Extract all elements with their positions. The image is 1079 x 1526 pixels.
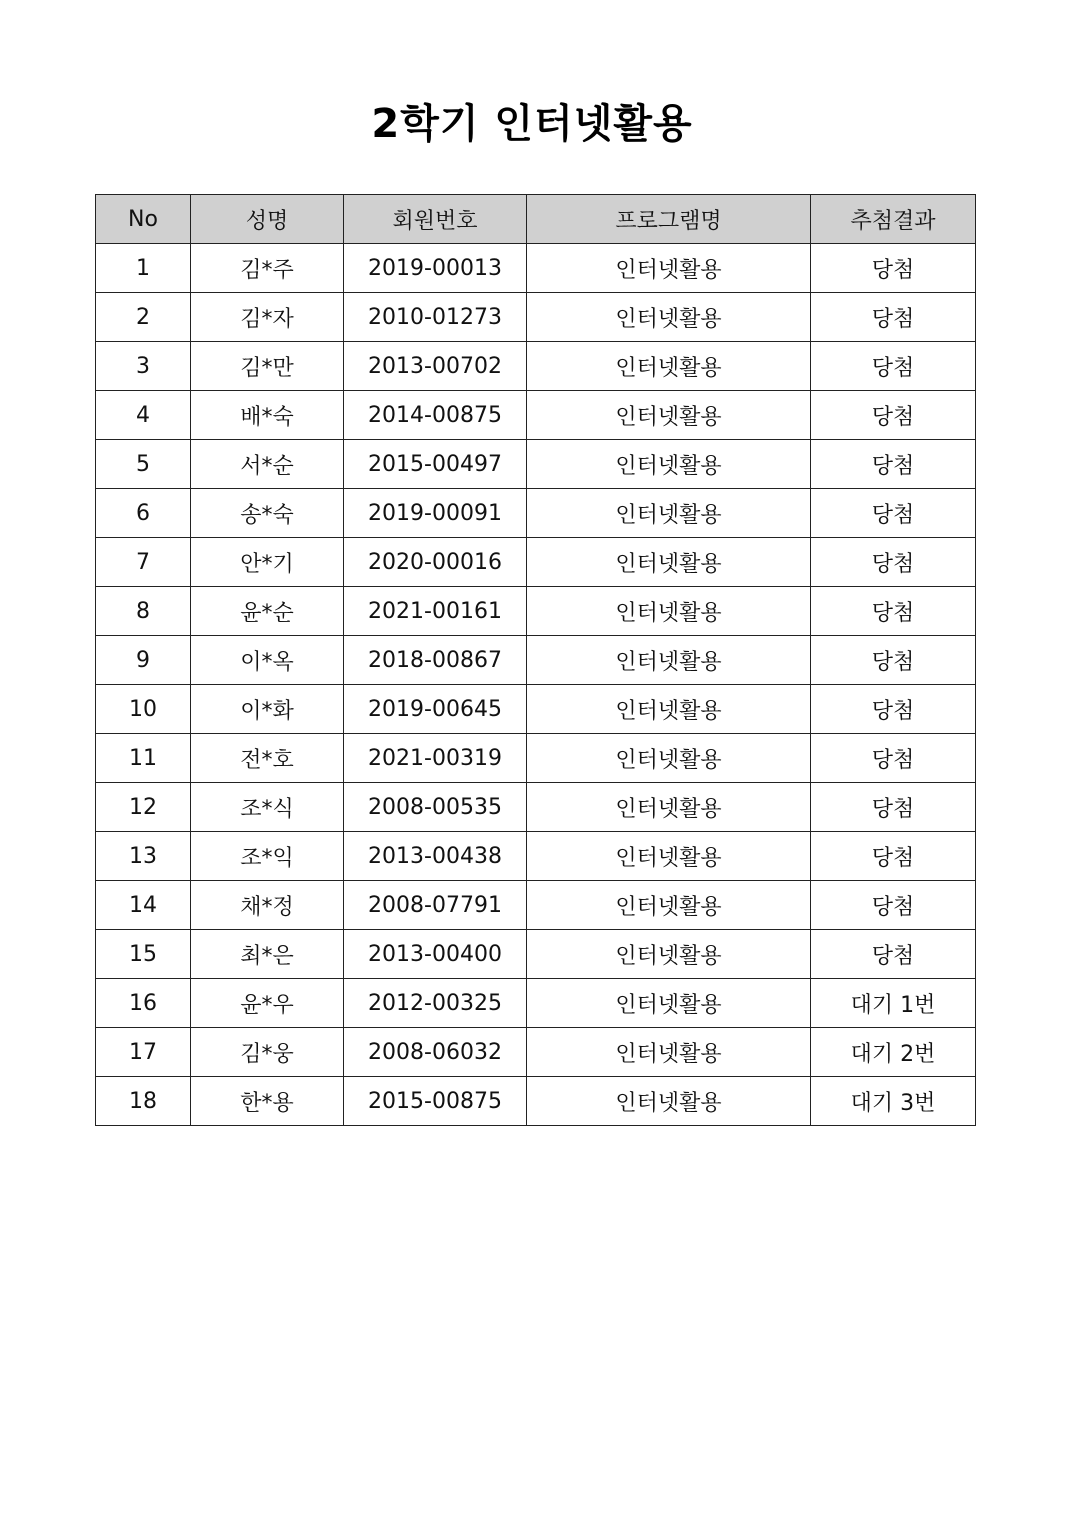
- cell-member-id: 2008-06032: [344, 1028, 527, 1077]
- cell-name: 전*호: [191, 734, 344, 783]
- cell-member-id: 2019-00013: [344, 244, 527, 293]
- cell-program: 인터넷활용: [527, 881, 811, 930]
- cell-name: 김*만: [191, 342, 344, 391]
- cell-no: 8: [96, 587, 191, 636]
- cell-name: 조*식: [191, 783, 344, 832]
- cell-no: 4: [96, 391, 191, 440]
- cell-program: 인터넷활용: [527, 832, 811, 881]
- cell-result: 당첨: [811, 538, 976, 587]
- cell-program: 인터넷활용: [527, 1028, 811, 1077]
- cell-member-id: 2013-00438: [344, 832, 527, 881]
- cell-name: 서*순: [191, 440, 344, 489]
- cell-result: 대기 2번: [811, 1028, 976, 1077]
- cell-no: 11: [96, 734, 191, 783]
- cell-result: 당첨: [811, 783, 976, 832]
- cell-program: 인터넷활용: [527, 636, 811, 685]
- cell-result: 당첨: [811, 293, 976, 342]
- cell-no: 10: [96, 685, 191, 734]
- cell-name: 윤*우: [191, 979, 344, 1028]
- table-row: [96, 783, 976, 832]
- cell-name: 이*화: [191, 685, 344, 734]
- cell-result: 당첨: [811, 342, 976, 391]
- table-row: [96, 636, 976, 685]
- cell-result: 당첨: [811, 832, 976, 881]
- cell-program: 인터넷활용: [527, 342, 811, 391]
- cell-name: 김*웅: [191, 1028, 344, 1077]
- cell-result: 당첨: [811, 881, 976, 930]
- column-header-member-id: 회원번호: [344, 195, 527, 244]
- cell-result: 당첨: [811, 636, 976, 685]
- cell-member-id: 2013-00400: [344, 930, 527, 979]
- cell-name: 배*숙: [191, 391, 344, 440]
- cell-program: 인터넷활용: [527, 587, 811, 636]
- cell-result: 당첨: [811, 930, 976, 979]
- cell-member-id: 2021-00161: [344, 587, 527, 636]
- table-row: [96, 489, 976, 538]
- cell-name: 이*옥: [191, 636, 344, 685]
- table-row: [96, 734, 976, 783]
- cell-name: 김*자: [191, 293, 344, 342]
- cell-result: 대기 3번: [811, 1077, 976, 1126]
- cell-program: 인터넷활용: [527, 244, 811, 293]
- table-header-row: [96, 195, 976, 244]
- table-row: [96, 1028, 976, 1077]
- cell-program: 인터넷활용: [527, 1077, 811, 1126]
- table-row: [96, 244, 976, 293]
- table-row: [96, 881, 976, 930]
- page-title: 2학기 인터넷활용: [371, 101, 693, 147]
- cell-program: 인터넷활용: [527, 489, 811, 538]
- cell-no: 3: [96, 342, 191, 391]
- cell-program: 인터넷활용: [527, 293, 811, 342]
- cell-result: 당첨: [811, 440, 976, 489]
- cell-member-id: 2019-00645: [344, 685, 527, 734]
- table-row: [96, 440, 976, 489]
- cell-no: 12: [96, 783, 191, 832]
- table-row: [96, 832, 976, 881]
- table-row: [96, 979, 976, 1028]
- table-row: [96, 930, 976, 979]
- cell-name: 채*정: [191, 881, 344, 930]
- cell-program: 인터넷활용: [527, 979, 811, 1028]
- cell-no: 14: [96, 881, 191, 930]
- table-row: [96, 587, 976, 636]
- cell-member-id: 2008-00535: [344, 783, 527, 832]
- cell-result: 당첨: [811, 244, 976, 293]
- cell-name: 최*은: [191, 930, 344, 979]
- table-row: [96, 391, 976, 440]
- cell-name: 김*주: [191, 244, 344, 293]
- cell-program: 인터넷활용: [527, 538, 811, 587]
- cell-member-id: 2020-00016: [344, 538, 527, 587]
- column-header-program: 프로그램명: [527, 195, 811, 244]
- cell-result: 당첨: [811, 734, 976, 783]
- cell-no: 7: [96, 538, 191, 587]
- cell-program: 인터넷활용: [527, 685, 811, 734]
- cell-no: 13: [96, 832, 191, 881]
- cell-name: 한*용: [191, 1077, 344, 1126]
- table-body: [96, 244, 976, 1126]
- column-header-name: 성명: [191, 195, 344, 244]
- cell-program: 인터넷활용: [527, 440, 811, 489]
- cell-no: 16: [96, 979, 191, 1028]
- cell-member-id: 2012-00325: [344, 979, 527, 1028]
- cell-member-id: 2010-01273: [344, 293, 527, 342]
- cell-result: 당첨: [811, 489, 976, 538]
- cell-no: 1: [96, 244, 191, 293]
- cell-no: 5: [96, 440, 191, 489]
- cell-member-id: 2015-00875: [344, 1077, 527, 1126]
- cell-no: 2: [96, 293, 191, 342]
- table-row: [96, 342, 976, 391]
- cell-member-id: 2018-00867: [344, 636, 527, 685]
- table-row: [96, 685, 976, 734]
- cell-member-id: 2014-00875: [344, 391, 527, 440]
- cell-name: 안*기: [191, 538, 344, 587]
- cell-name: 윤*순: [191, 587, 344, 636]
- cell-no: 17: [96, 1028, 191, 1077]
- cell-program: 인터넷활용: [527, 930, 811, 979]
- table-row: [96, 293, 976, 342]
- cell-member-id: 2013-00702: [344, 342, 527, 391]
- cell-result: 당첨: [811, 685, 976, 734]
- table-row: [96, 538, 976, 587]
- cell-no: 6: [96, 489, 191, 538]
- cell-result: 당첨: [811, 587, 976, 636]
- cell-no: 9: [96, 636, 191, 685]
- cell-member-id: 2019-00091: [344, 489, 527, 538]
- lottery-results-table: [95, 194, 976, 1126]
- cell-no: 15: [96, 930, 191, 979]
- cell-member-id: 2015-00497: [344, 440, 527, 489]
- cell-member-id: 2008-07791: [344, 881, 527, 930]
- table-row: [96, 1077, 976, 1126]
- column-header-no: No: [96, 195, 191, 244]
- cell-program: 인터넷활용: [527, 783, 811, 832]
- column-header-result: 추첨결과: [811, 195, 976, 244]
- cell-name: 송*숙: [191, 489, 344, 538]
- cell-member-id: 2021-00319: [344, 734, 527, 783]
- cell-result: 대기 1번: [811, 979, 976, 1028]
- cell-name: 조*익: [191, 832, 344, 881]
- cell-result: 당첨: [811, 391, 976, 440]
- cell-program: 인터넷활용: [527, 391, 811, 440]
- cell-no: 18: [96, 1077, 191, 1126]
- cell-program: 인터넷활용: [527, 734, 811, 783]
